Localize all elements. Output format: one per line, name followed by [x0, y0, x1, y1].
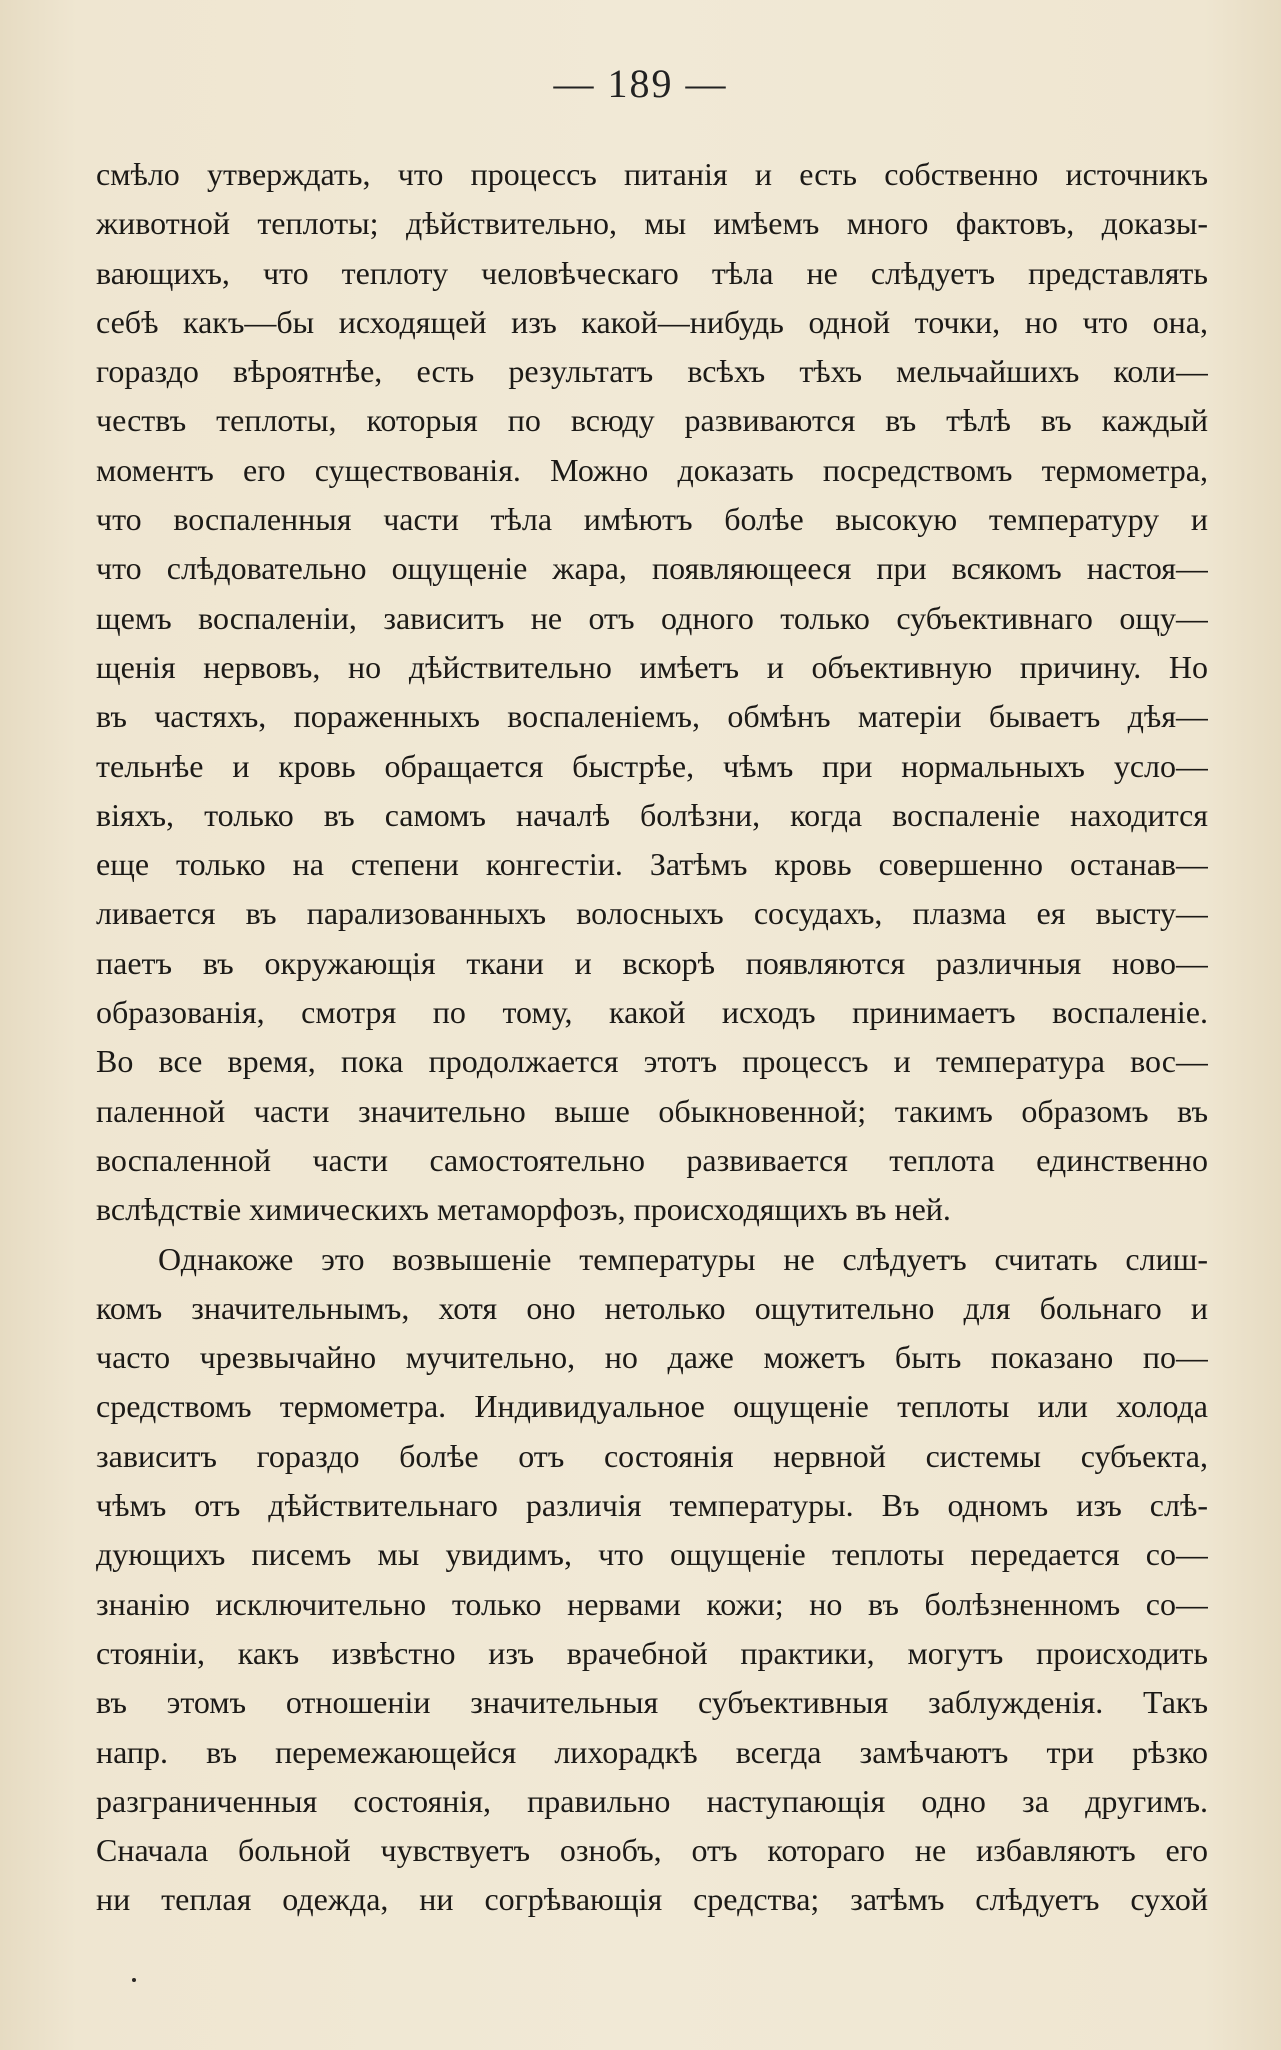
text-line: разграниченныя состоянія, правильно наступающія одно за другимъ.: [96, 1782, 1208, 1819]
text-line: вающихъ, что теплоту человѣческаго тѣла не слѣдуетъ представлять: [96, 254, 1208, 291]
text-line: Однакоже это возвышеніе температуры не слѣдуетъ считать слиш-: [158, 1240, 1208, 1277]
text-line: віяхъ, только въ самомъ началѣ болѣзни, когда воспаленіе находится: [96, 796, 1208, 833]
text-line: образованія, смотря по тому, какой исходъ принимаетъ воспаленіе.: [96, 994, 1208, 1031]
paragraph-2: [96, 1235, 1208, 1925]
text-line: паетъ въ окружающія ткани и вскорѣ появляются различныя ново—: [96, 944, 1208, 981]
body-text: [96, 150, 1208, 1925]
text-line: смѣло утверждать, что процессъ питанія и есть собственно источникъ: [96, 156, 1208, 192]
text-line: Во все время, пока продолжается этотъ процессъ и температура вос—: [96, 1043, 1208, 1080]
text-line: вслѣдствіе химическихъ метаморфозъ, происходящихъ въ ней.: [96, 1191, 951, 1228]
text-line: воспаленной части самостоятельно развивается теплота единственно: [96, 1141, 1208, 1178]
text-line: тельнѣе и кровь обращается быстрѣе, чѣмъ при нормальныхъ усло—: [96, 747, 1208, 784]
page-number: — 189 —: [553, 61, 728, 106]
text-line: зависитъ гораздо болѣе отъ состоянія нервной системы субъекта,: [96, 1437, 1208, 1474]
text-line: знанію исключительно только нервами кожи; но въ болѣзненномъ со—: [96, 1585, 1208, 1622]
text-line: напр. въ перемежающейся лихорадкѣ всегда замѣчаютъ три рѣзко: [96, 1733, 1208, 1770]
text-line: животной теплоты; дѣйствительно, мы имѣемъ много фактовъ, доказы-: [96, 205, 1208, 242]
text-line: въ этомъ отношеніи значительныя субъективныя заблужденія. Такъ: [96, 1684, 1208, 1721]
text-line: стояніи, какъ извѣстно изъ врачебной практики, могутъ происходить: [96, 1634, 1208, 1671]
text-line: себѣ какъ—бы исходящей изъ какой—нибудь одной точки, но что она,: [96, 303, 1208, 340]
text-line: Сначала больной чувствуетъ ознобъ, отъ котораго не избавляютъ его: [96, 1832, 1208, 1869]
text-line: щемъ воспаленіи, зависитъ не отъ одного только субъективнаго ощу—: [96, 599, 1208, 636]
text-line: дующихъ писемъ мы увидимъ, что ощущеніе теплоты передается со—: [96, 1536, 1208, 1573]
text-line: чествъ теплоты, которыя по всюду развиваются въ тѣлѣ въ каждый: [96, 402, 1208, 439]
text-line: что воспаленныя части тѣла имѣютъ болѣе высокую температуру и: [96, 501, 1208, 538]
text-line: паленной части значительно выше обыкновенной; такимъ образомъ въ: [96, 1092, 1208, 1129]
text-line: часто чрезвычайно мучительно, но даже можетъ быть показано по—: [96, 1339, 1208, 1376]
text-line: что слѣдовательно ощущеніе жара, появляющееся при всякомъ настоя—: [96, 550, 1208, 587]
text-line: въ частяхъ, пораженныхъ воспаленіемъ, обмѣнъ матеріи бываетъ дѣя—: [96, 698, 1208, 735]
ink-speck: [132, 1978, 136, 1982]
text-line: средствомъ термометра. Индивидуальное ощущеніе теплоты или холода: [96, 1388, 1208, 1425]
text-line: ливается въ парализованныхъ волосныхъ сосудахъ, плазма ея высту—: [96, 895, 1208, 932]
text-line: щенія нервовъ, но дѣйствительно имѣетъ и объективную причину. Но: [96, 648, 1208, 685]
text-line: еще только на степени конгестіи. Затѣмъ кровь совершенно останав—: [96, 846, 1208, 883]
text-line: гораздо вѣроятнѣе, есть результатъ всѣхъ тѣхъ мельчайшихъ коли—: [96, 353, 1208, 390]
text-line: ни теплая одежда, ни согрѣвающія средства; затѣмъ слѣдуетъ сухой: [96, 1881, 1208, 1918]
text-line: чѣмъ отъ дѣйствительнаго различія температуры. Въ одномъ изъ слѣ-: [96, 1487, 1208, 1524]
text-line: моментъ его существованія. Можно доказать посредствомъ термометра,: [96, 451, 1208, 488]
text-line: комъ значительнымъ, хотя оно нетолько ощутительно для больнаго и: [96, 1289, 1208, 1326]
paragraph-1: [96, 150, 1208, 1235]
